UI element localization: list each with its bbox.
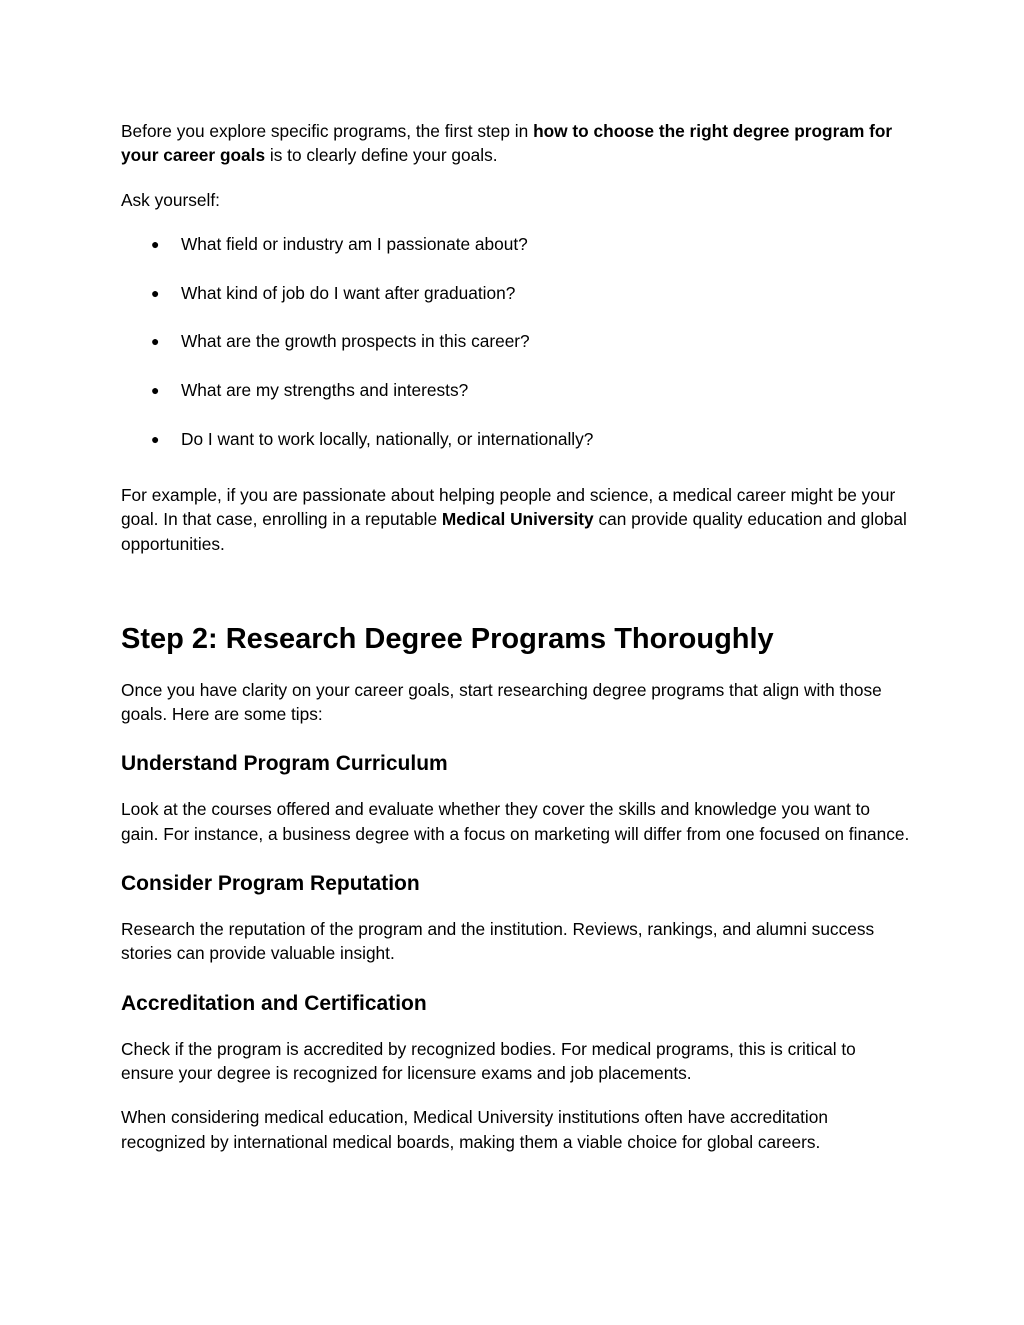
bullet-icon: ● xyxy=(151,381,160,398)
bullet-icon: ● xyxy=(151,235,160,252)
intro-text-before: Before you explore specific programs, the first step in xyxy=(121,121,534,141)
list-item xyxy=(121,281,911,305)
bullet-icon: ● xyxy=(151,430,160,447)
intro-text-after: is to clearly define your goals. xyxy=(265,145,498,166)
list-item xyxy=(121,329,911,353)
question-text: What are my strengths and interests? xyxy=(181,379,469,400)
example-text-after: can provide quality education and global opportunities. xyxy=(121,509,907,554)
question-text: What field or industry am I passionate about? xyxy=(181,233,528,254)
accreditation-body: Check if the program is accredited by recognized bodies. For medical programs, this is critical to ensure your degree is recognized for licensure exams and job placements. xyxy=(121,1038,856,1083)
ask-yourself-label: Ask yourself: xyxy=(121,189,220,210)
reputation-heading: Consider Program Reputation xyxy=(121,872,420,896)
bullet-icon: ● xyxy=(151,333,160,350)
question-text: What are the growth prospects in this career? xyxy=(181,331,530,352)
question-text: Do I want to work locally, nationally, or internationally? xyxy=(181,428,594,449)
document-page xyxy=(121,119,911,1154)
closing-paragraph: When considering medical education, Medical University institutions often have accreditation recognized by international medical boards, making them a viable choice for global careers. xyxy=(121,1107,828,1152)
list-item xyxy=(121,232,911,256)
step-2-intro: Once you have clarity on your career goals, start researching degree programs that align with those goals. Here are some tips: xyxy=(121,679,882,725)
question-text: What kind of job do I want after graduation? xyxy=(181,282,516,303)
curriculum-heading: Understand Program Curriculum xyxy=(121,752,448,776)
intro-bold-phrase: how to choose the right degree program for your career goals xyxy=(121,121,893,166)
accreditation-heading: Accreditation and Certification xyxy=(121,991,427,1015)
example-bold-phrase: Medical University xyxy=(441,509,594,530)
example-paragraph xyxy=(121,483,911,556)
list-item xyxy=(121,378,911,402)
list-item xyxy=(121,427,911,451)
intro-paragraph xyxy=(121,119,911,168)
bullet-icon: ● xyxy=(151,284,160,301)
reputation-body: Research the reputation of the program and the institution. Reviews, rankings, and alumni success stories can provide valuable insight. xyxy=(121,919,875,964)
example-text-before: For example, if you are passionate about helping people and science, a medical career might be your goal. In that case, enrolling in a reputable xyxy=(121,484,896,530)
question-list xyxy=(121,232,911,451)
curriculum-body: Look at the courses offered and evaluate whether they cover the skills and knowledge you want to gain. For instance, a business degree with a focus on marketing will differ from one focused on finance. xyxy=(121,799,910,844)
step-2-heading: Step 2: Research Degree Programs Thoroughly xyxy=(121,622,774,655)
